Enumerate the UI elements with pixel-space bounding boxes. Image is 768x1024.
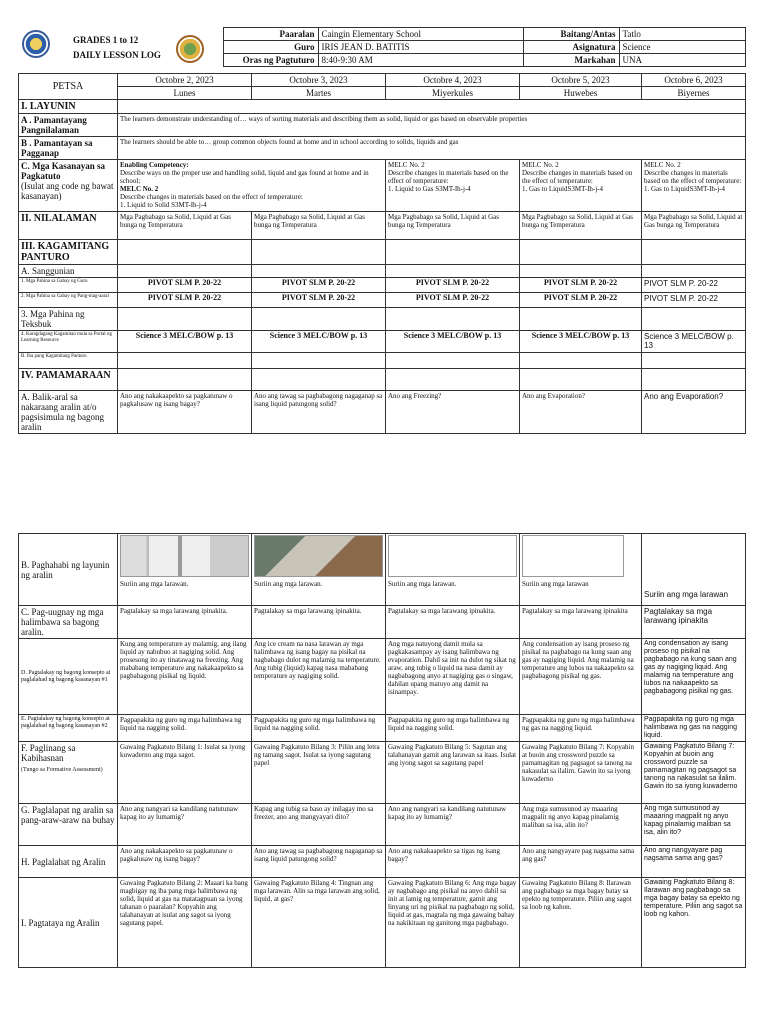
paghahabi-label: B. Paghahabi ng layunin ng aralin — [19, 534, 118, 606]
pamantayang-pangnilalaman-text: The learners demonstrate understanding of… ways of sorting materials and describing them as solid, liquid or gas based on observable properties — [118, 114, 746, 137]
sanggunian-label: A. Sanggunian — [19, 265, 118, 278]
day-thu: Huwebes — [520, 87, 642, 100]
kasanayan-label: C. Mga Kasanayan sa Pagkatuto (Isulat ang code ng bawat kasanayan) — [19, 160, 118, 212]
header-title: GRADES 1 to 12 DAILY LESSON LOG — [73, 34, 161, 60]
kagamitang-magaaral-label: 2. Mga Pahina sa Gabay ng Pang-mag-aaral — [19, 293, 118, 308]
paglalapat-label: G. Paglalapat ng aralin sa pang-araw-araw na buhay — [19, 804, 118, 846]
pamantayan-pagganap-text: The learners should be able to… group common objects found at home and in school according to solids, liquids and gas — [118, 137, 746, 160]
date-tue: Octobre 3, 2023 — [252, 74, 386, 87]
kasanayan-mon: Enabling Competency: Describe ways on the proper use and handling solid, liquid and gas found at home and in school; MELC No. 2 Describe changes in materials based on the effect of temperature: 1. Liquid to Solid S3MT-Ih-j-4 — [118, 160, 386, 212]
ice-cream-image — [254, 535, 383, 577]
subject-value: Science — [619, 41, 745, 54]
lesson-table-top: PETSA Octobre 2, 2023 Octobre 3, 2023 Octobre 4, 2023 Octobre 5, 2023 Octobre 6, 2023 Lunes Martes Miyerkules Huwebes Biyernes I. LAYUNIN A . Pamantayang Pangnilalaman The learners demonstrate understanding of… ways of sorting materials and describing them as solid, liquid or gas based on observable properties B . Pamantayan sa Pagganap The learners should be able to… group common objects found at home and in school according to solids, liquids and gas C. Mga Kasanayan sa Pagkatuto (Isulat ang code ng bawat kasanayan) Enabling Competency: Describe ways on the proper use and handling solid, liquid and gas found at home and in school; MELC No. 2 Describe changes in materials based on the effect of temperature: 1. Liquid to Solid S3MT-Ih-j-4 MELC No. 2 Describe changes in materials based on the effect of temperature: 1. Liquid to Gas S3MT-Ih-j-4 MELC No. 2 Describe changes in materials based on the effect of temperature: 1. Gas to LiquidS3MT-Ih-j-4 MELC No. 2 Describe changes in materials based on the effect of temperature: 1. Gas to LiquidS3MT-Ih-j-4 II. NILALAMAN Mga Pagbabago sa Solid, Liquid at Gas bunga ng Temperatura Mga Pagbabago sa Solid, Liquid at Gas bunga ng Temperatura Mga Pagbabago sa Solid, Liquid at Gas bunga ng Temperatura Mga Pagbabago sa Solid, Liquid at Gas bunga ng Temperatura Mga Pagbabago sa Solid, Liquid at Gas bunga ng Temperatura III. KAGAMITANG PANTURO A. Sanggunian 1. Mga Pahina sa Gabay ng Guro PIVOT SLM P. 20-22 PIVOT SLM P. 20-22 PIVOT SLM P. 20-22 PIVOT SLM P. 20-22 PIVOT SLM P. 20-22 2. Mga Pahina sa Gabay ng Pang-mag-aaral PIVOT SLM P. 20-22 PIVOT SLM P. 20-22 PIVOT SLM P. 20-22 PIVOT SLM P. 20-22 PIVOT SLM P. 20-22 3. Mga Pahina ng Teksbuk 4. Karagdagang Kagamitan mula sa Portal ng Learning Resource Science 3 MELC/BOW p. 13 Science 3 MELC/BOW p. 13 Science 3 MELC/BOW p. 13 Science 3 MELC/BOW p. 13 Science 3 MELC/BOW p. 13 B. Iba pang Kagamitang Panturo IV. PAMAMARAAN A. Balik-aral sa nakaraang aralin at/o pagsisimula ng bagong aralin Ano ang nakakaapekto sa pagkatunaw o pagkalusaw ng isang bagay? Ano ang tawag sa pagbabagong nagaganap sa isang liquid patungong solid? Ano ang Freezing? Ano ang Evaporation? Ano ang Evaporation? — [18, 73, 746, 434]
petsa-label: PETSA — [19, 74, 118, 100]
learning-resource-label: 4. Karagdagang Kagamitan mula sa Portal ng Learning Resource — [19, 331, 118, 353]
date-wed: Octobre 4, 2023 — [386, 74, 520, 87]
gabay-guro-label: 1. Mga Pahina sa Gabay ng Guro — [19, 278, 118, 293]
grade-value: Tatlo — [619, 28, 745, 41]
condensation-image — [522, 535, 624, 577]
drying-clothes-image — [388, 535, 517, 577]
kasanayan-fri: MELC No. 2 Describe changes in materials based on the effect of temperature: 1. Gas to LiquidS3MT-Ih-j-4 — [642, 160, 746, 212]
solid-liquid-gas-image — [120, 535, 249, 577]
kagamitan-heading: III. KAGAMITANG PANTURO — [19, 240, 118, 265]
pamantayang-pangnilalaman-label: A . Pamantayang Pangnilalaman — [19, 114, 118, 137]
pagtalakay2-label: E. Pagtalakay ng bagong konsepto at paglalahad ng bagong kasanayan #2 — [19, 715, 118, 742]
pagtataya-label: I. Pagtataya ng Aralin — [19, 878, 118, 968]
teacher-value: IRIS JEAN D. BATITIS — [318, 41, 523, 54]
day-wed: Miyerkules — [386, 87, 520, 100]
kasanayan-wed: MELC No. 2 Describe changes in materials based on the effect of temperature: 1. Liquid to Gas S3MT-Ih-j-4 — [386, 160, 520, 212]
pamamaraan-heading: IV. PAMAMARAAN — [19, 369, 118, 391]
layunin-heading: I. LAYUNIN — [19, 100, 118, 114]
kasanayan-thu: MELC No. 2 Describe changes in materials based on the effect of temperature: 1. Gas to LiquidS3MT-Ih-j-4 — [520, 160, 642, 212]
kabihasnan-label: F. Paglinang sa Kabihasnan (Tungo sa Formative Assessment) — [19, 742, 118, 804]
teksbuk-label: 3. Mga Pahina ng Teksbuk — [19, 308, 118, 331]
lesson-table-bottom: B. Paghahabi ng layunin ng aralin Suriin ang mga larawan. Suriin ang mga larawan. Suriin ang mga larawan. Suriin ang mga larawan Suriin ang mga larawan C. Pag-uugnay ng mga halimbawa sa bagong aralin. Pagtalakay sa mga larawang ipinakita. Pagtalakay sa mga larawang ipinakita. Pagtalakay sa mga larawang ipinakita. Pagtalakay sa mga larawang ipinakita Pagtalakay sa mga larawang ipinakita D. Pagtalakay ng bagong konsepto at paglalahad ng bagong kasanayan #1 Kung ang temperature ay malamig, ang ilang liquid ay nabubuo at nagiging solid. Ang prosesong ito ay tinatawag na freezing. Ang mababang temperature ang nakakaapekto sa pagbabagong pisikal ng liquid. Ang ice cream na nasa larawan ay mga halimbawa ng isang bagay na pisikal na nagbabago dulot ng malamig na temperature. Ang tubig (liquid) kapag nasa mababang temperature ay nagiging solid. Ang mga natuyong damit mula sa pagkakasampay ay isang halimbawa ng evaporation. Dahil sa init na dulot ng sikat ng araw, ang tubig o liquid na nasa damit ay nagbabagong anyo at nagiging gas o singaw, dahilan upang matuyo ang damit na isinampay. Ang condensation ay isang proseso ng pisikal na pagbabago na kung saan ang gas ay nagiging liquid. Ang malamig na temperature ang lubos na nakaapekto sa pagbabagong pisikal ng gas. Ang condensation ay isang proseso ng pisikal na pagbabago na kung saan ang gas ay nagiging liquid. Ang malamig na temperature ang lubos na nakaapekto sa pagbabagong pisikal ng gas. E. Pagtalakay ng bagong konsepto at paglalahad ng bagong kasanayan #2 Pagpapakita ng guro ng mga halimbawa ng liquid na nagging solid. Pagpapakita ng guro ng mga halimbawa ng liquid na nagging solid. Pagpapakita ng guro ng mga halimbawa ng liquid na nagging solid. Pagpapakita ng guro ng mga halimbawa ng gas na nagging liquid. Pagpapakita ng guro ng mga halimbawa ng gas na nagging liquid. F. Paglinang sa Kabihasnan (Tungo sa Formative Assessment) Gawaing Pagkatuto Bilang 1: Isulat sa iyong kuwaderno ang mga sagot. Gawaing Pagkatuto Bilang 3: Piliin ang letra ng tamang sagot. Isulat sa iyong sagutang papel Gawaing Pagkatuto Bilang 5: Sagutan ang talahanayan gamit ang larawan sa itaas. Isulat ang iyong sagot sa sagutang papel Gawaing Pagkatuto Bilang 7: Kopyahin at buoin ang crossword puzzle sa pamamagitan ng pagsagot sa tanong na nakasulat sa ilalim. Gawin ito sa iyong kuwaderno Gawaing Pagkatuto Bilang 7: Kopyahin at buoin ang crossword puzzle sa pamamagitan ng pagsagot sa tanong na nakasulat sa ilalim. Gawin ito sa iyong kuwaderno G. Paglalapat ng aralin sa pang-araw-araw na buhay Ano ang nangyari sa kandilang natutunaw kapag ito ay lumamig? Kapag ang tubig sa baso ay inilagay mo sa freezer, ano ang mangyayari dito? Ano ang nangyari sa kandilang natutunaw kapag ito ay lumamig? Ang mga sumusunod ay maaaring magpalit ng anyo kapag pinalamig maliban sa isa, alin ito? Ang mga sumusunod ay maaaring magpalit ng anyo kapag pinalamig maliban sa isa, alin ito? H. Paglalahat ng Aralin Ano ang nakakaapekto sa pagkatunaw o pagkalusaw ng isang bagay? Ano ang tawag sa pagbabagong nagaganap sa isang liquid patungong solid? Ano ang nakakaapekto sa tigas ng isang bagay? Ano ang nangyayare pag nagsama sama ang gas? Ano ang nangyayare pag nagsama sama ang gas? I. Pagtataya ng Aralin Gawaing Pagkatuto Bilang 2: Maaari ka bang magbigay ng iba pang mga halimbawa ng solid, liquid at gas na matatagpuan sa iyong tahanan o paaralan? Kopyahin ang talahanayan at isulat ang sagot sa iyong sagutang papel. Gawaing Pagkatuto Bilang 4: Tingnan ang mga larawan. Alin sa mga larawan ang solid, liquid, at gas? Gawaing Pagkatuto Bilang 6: Ang mga bagay ay nagbabago ang pisikal na anyo dahil sa init at lamig ng temperature, gamit ang linyang uri ng pisikal na pagbabago ng solid, liquid at gas, magtala ng mga gawaing bahay na nakikitaan ng ganitong mga pagbabago. Gawaing Pagkatuto Bilang 8: Ilarawan ang pagbabago sa mga bagay batay sa epekto ng temperature. Piliin ang sagot sa loob ng kahon. Gawaing Pagkatuto Bilang 8: Ilarawan ang pagbabago sa mga bagay batay sa epekto ng temperature. Piliin ang sagot sa loob ng kahon. — [18, 533, 746, 968]
date-thu: Octobre 5, 2023 — [520, 74, 642, 87]
day-tue: Martes — [252, 87, 386, 100]
header-table: GRADES 1 to 12 DAILY LESSON LOG Paaralan Caingin Elementary School Baitang/Antas Tatlo Guro IRIS JEAN D. BATITIS Asignatura Science Oras ng Pagtuturo 8:40-9:30 AM Markahan UNA — [18, 27, 746, 67]
school-value: Caingin Elementary School — [318, 28, 523, 41]
day-fri: Biyernes — [642, 87, 746, 100]
nilalaman-label: II. NILALAMAN — [19, 212, 118, 240]
quarter-value: UNA — [619, 54, 745, 67]
pag-uugnay-label: C. Pag-uugnay ng mga halimbawa sa bagong aralin. — [19, 606, 118, 639]
pamantayan-pagganap-label: B . Pamantayan sa Pagganap — [19, 137, 118, 160]
date-fri: Octobre 6, 2023 — [642, 74, 746, 87]
time-value: 8:40-9:30 AM — [318, 54, 523, 67]
balik-aral-label: A. Balik-aral sa nakaraang aralin at/o pagsisimula ng bagong aralin — [19, 391, 118, 434]
date-mon: Octobre 2, 2023 — [118, 74, 252, 87]
pagtalakay1-label: D. Pagtalakay ng bagong konsepto at paglalahad ng bagong kasanayan #1 — [19, 639, 118, 715]
day-mon: Lunes — [118, 87, 252, 100]
iba-pa-label: B. Iba pang Kagamitang Panturo — [19, 353, 118, 369]
paglalahat-label: H. Paglalahat ng Aralin — [19, 846, 118, 878]
